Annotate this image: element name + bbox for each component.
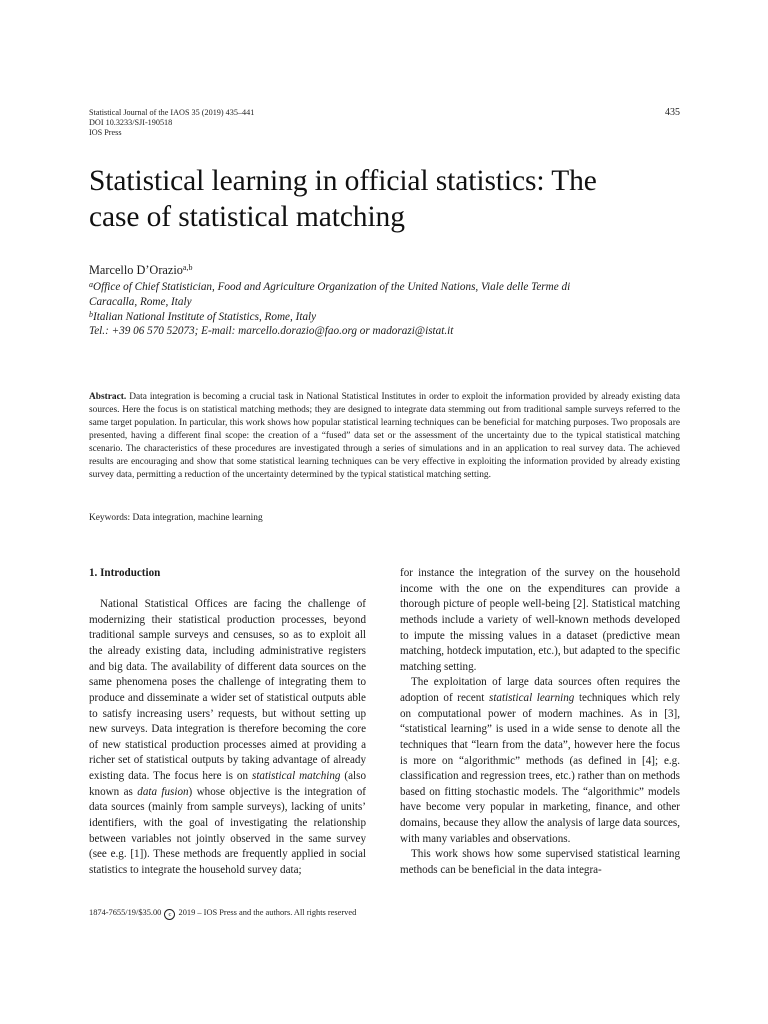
title-line-1: Statistical learning in official statistics: The [89,165,597,197]
contact-text: Tel.: +39 06 570 52073; E-mail: marcello.dorazio@fao.org or madorazi@istat.it [89,325,454,338]
running-header [89,108,254,139]
text-run: for instance the integration of the survey on the household income with the one on the expenditures can provide a thorough picture of people well-being [2]. Statistical matching methods include a variety of well-known methods developed to impute the missing values in a dataset (predictive mean matching, hotdeck imputation, etc.), but adapted to the specific matching setting. [400,567,680,673]
copyright-footer [89,908,356,920]
text-run: (also known as [89,770,366,798]
emphasis: statistical matching [252,770,341,783]
text-run: This work shows how some supervised statistical learning methods can be beneficial in the data integra- [400,848,680,876]
emphasis: data fusion [137,785,189,798]
affiliation-text: Caracalla, Rome, Italy [89,295,192,308]
emphasis: statistical learning [489,692,575,704]
text-run: ) whose objective is the integration of data sources (mainly from sample surveys), lacking of units’ identifiers, with the goal of investigating the relationship between variables not jointly observed in the same survey (see e.g. [1]). These methods are frequently applied in social statistics to integrate the household survey data; [89,785,366,876]
paper-title [89,163,689,235]
abstract-text: Data integration is becoming a crucial task in National Statistical Institutes in order to exploit the information provided by already existing data sources. Here the focus is on statistical matching methods; they are designed to integrate data stemming out from traditional sample surveys referred to the same target population. In particular, this work shows how popular statistical learning techniques can be beneficial for matching purposes. Two proposals are presented, having a different final scope: the creation of a “fused” data set or the assessment of the uncertainty due to the typical statistical matching scenario. The characteristics of these procedures are investigated through a series of simulations and in an application to real survey data. The achieved results are encouraging and show that some statistical learning techniques can be very effective in exploiting the information provided by already existing survey data, permitting a reduction of the uncertainty determined by the typical statistical matching setting. [89,392,681,481]
keywords: Keywords: Data integration, machine learning [89,513,263,523]
paragraph-continued [400,566,680,675]
affiliation-a [89,280,689,295]
author [89,263,192,277]
doi: DOI 10.3233/SJI-190518 [89,118,173,128]
affiliation-b [89,310,689,325]
paragraph [89,597,366,878]
affiliation-mark: b [89,309,93,319]
journal-citation: Statistical Journal of the IAOS 35 (2019) 435–441 [89,108,255,117]
text-run: National Statistical Offices are facing the challenge of modernizing their statistical production processes, beyond traditional sample surveys and censuses, so as to exploit all the already existing data, including administrative registers and big data. The availability of different data sources on the same phenomena poses the challenge of integrating them to produce and disseminate a wider set of statistical outputs able to satisfy increasing users’ requests, but without setting up new surveys. Data integration is therefore becoming the core of new statistical production processes aimed at providing a richer set of statistical outputs by taking advantage of already existing data. The focus here is on [89,598,366,783]
page-number: 435 [665,107,680,118]
title-line-2: case of statistical matching [89,201,405,233]
paragraph [400,847,680,878]
copyright-icon: c [164,909,175,920]
affiliation-text: Office of Chief Statistician, Food and Agriculture Organization of the United Nations, Viale delle Terme di [93,281,571,293]
paragraph [400,675,680,847]
affiliation-a-cont [89,295,689,310]
issn-price: 1874-7655/19/$35.00 [89,908,162,917]
abstract-label: Abstract. [89,392,127,402]
author-affiliation-marks: a,b [182,263,193,272]
affiliations [89,280,689,339]
left-column [89,566,366,878]
copyright-text: 2019 – IOS Press and the authors. All rights reserved [178,908,357,917]
author-name: Marcello D’Orazio [89,263,183,277]
publisher: IOS Press [89,128,122,138]
contact-info [89,324,689,339]
affiliation-mark: a [89,280,93,289]
abstract [89,391,680,482]
affiliation-text: Italian National Institute of Statistics, Rome, Italy [93,310,317,323]
section-heading: 1. Introduction [89,567,161,579]
right-column [400,566,680,879]
text-run: The exploitation of large data sources often requires the adoption of recent [400,676,680,704]
text-run: techniques which rely on computational power of modern machines. As in [3], “statistical learning” is used in a wide sense to denote all the techniques that “learn from the data”, however here the focus is more on “algorithmic” methods (as defined in [4]; e.g. classification and regression trees, etc.) rather than on methods based on fitting stochastic models. The “algorithmic” models have become very popular in marketing, finance, and other domains, because they allow the analysis of large data sources, with many variables and observations. [400,692,680,845]
